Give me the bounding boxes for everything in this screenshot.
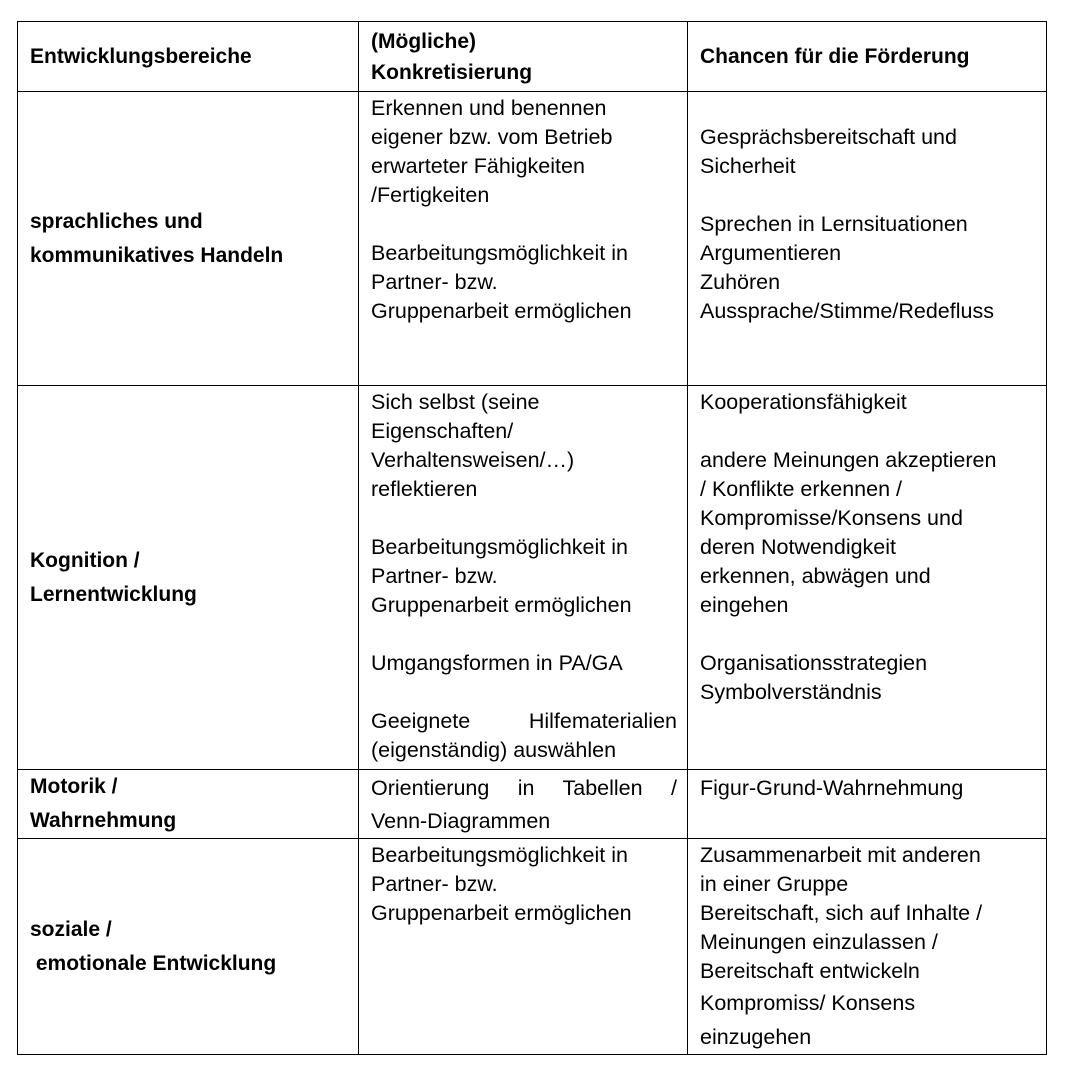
header-opportunities: Chancen für die Förderung [688,22,1047,92]
text-line: Gruppenarbeit ermöglichen [371,299,632,323]
text-line: Gruppenarbeit ermöglichen [371,593,632,617]
text-line: Geeignete Hilfematerialien [371,709,677,733]
area-cell [18,386,359,770]
area-label-line: soziale / [30,917,112,941]
text-line: eigener bzw. vom Betrieb [371,125,613,149]
text-line: Verhaltensweisen/…) [371,448,575,472]
text-line: Sprechen in Lernsituationen [700,212,968,236]
header-concretization-line1: (Mögliche) [371,29,476,53]
area-cell [18,839,359,1055]
text-line: Kooperationsfähigkeit [700,390,907,414]
table-row [18,386,1047,770]
header-concretization [359,22,688,92]
text-line: eingehen [700,593,789,617]
text-line: Eigenschaften/ [371,419,514,443]
text-line: Gruppenarbeit ermöglichen [371,901,632,925]
text-line: erwarteter Fähigkeiten [371,154,585,178]
blank-line [371,620,677,649]
area-label-line: sprachliches und [30,209,203,233]
text-line: einzugehen [700,1025,812,1049]
area-cell [18,92,359,386]
text-line: andere Meinungen akzeptieren [700,448,997,472]
text-line: / Konflikte erkennen / [700,477,902,501]
text-line: Argumentieren [700,241,842,265]
text-line: Sich selbst (seine [371,390,540,414]
text-line: Organisationsstrategien [700,651,928,675]
text-line: Partner- bzw. [371,564,498,588]
text-line: Bereitschaft, sich auf Inhalte / [700,901,983,925]
text-line: deren Notwendigkeit [700,535,897,559]
text-line: Orientierung in Tabellen / [371,776,677,800]
area-label-line: Lernentwicklung [30,582,197,606]
text-line: reflektieren [371,477,478,501]
concretization-cell [359,770,688,839]
text-line: erkennen, abwägen und [700,564,931,588]
text-line: Bereitschaft entwickeln [700,959,920,983]
text-line: Sicherheit [700,154,796,178]
table-row [18,770,1047,839]
concretization-cell [359,839,688,1055]
area-label-line: emotionale Entwicklung [30,951,277,975]
blank-line [371,504,677,533]
text-line: Meinungen einzulassen / [700,930,938,954]
text-line: Symbolverständnis [700,680,882,704]
text-line: Partner- bzw. [371,872,498,896]
area-label-line: Wahrnehmung [30,809,177,832]
blank-line [700,417,1036,446]
text-line: Bearbeitungsmöglichkeit in [371,843,628,867]
text-line: Venn-Diagrammen [371,809,551,833]
opportunities-cell [688,92,1047,386]
area-label-line: Kognition / [30,548,140,572]
area-label-line: kommunikatives Handeln [30,243,284,267]
opportunities-cell [688,770,1047,839]
text-line: Bearbeitungsmöglichkeit in [371,241,628,265]
area-cell [18,770,359,839]
header-row [18,22,1047,92]
opportunities-cell [688,386,1047,770]
text-line: Kompromisse/Konsens und [700,506,963,530]
text-line: Zusammenarbeit mit anderen [700,843,981,867]
text-line: Gesprächsbereitschaft und [700,125,957,149]
text-line: Partner- bzw. [371,270,498,294]
text-line: Kompromiss/ Konsens [700,991,916,1015]
table-row [18,839,1047,1055]
blank-line [371,678,677,707]
table-row [18,92,1047,386]
text-line: Aussprache/Stimme/Redefluss [700,299,994,323]
blank-line [700,181,1036,210]
area-label-line: Motorik / [30,775,118,798]
concretization-cell [359,386,688,770]
text-line: Bearbeitungsmöglichkeit in [371,535,628,559]
text-line: /Fertigkeiten [371,183,490,207]
header-areas: Entwicklungsbereiche [18,22,359,92]
text-line: in einer Gruppe [700,872,849,896]
blank-line [700,94,1036,123]
header-concretization-line2: Konkretisierung [371,60,533,84]
blank-line [700,620,1036,649]
opportunities-cell [688,839,1047,1055]
text-line: Figur-Grund-Wahrnehmung [700,776,964,800]
blank-line [371,210,677,239]
text-line: Zuhören [700,270,781,294]
text-line: Erkennen und benennen [371,96,607,120]
development-table [17,21,1047,1055]
concretization-cell [359,92,688,386]
text-line: Umgangsformen in PA/GA [371,651,623,675]
text-line: (eigenständig) auswählen [371,738,617,762]
